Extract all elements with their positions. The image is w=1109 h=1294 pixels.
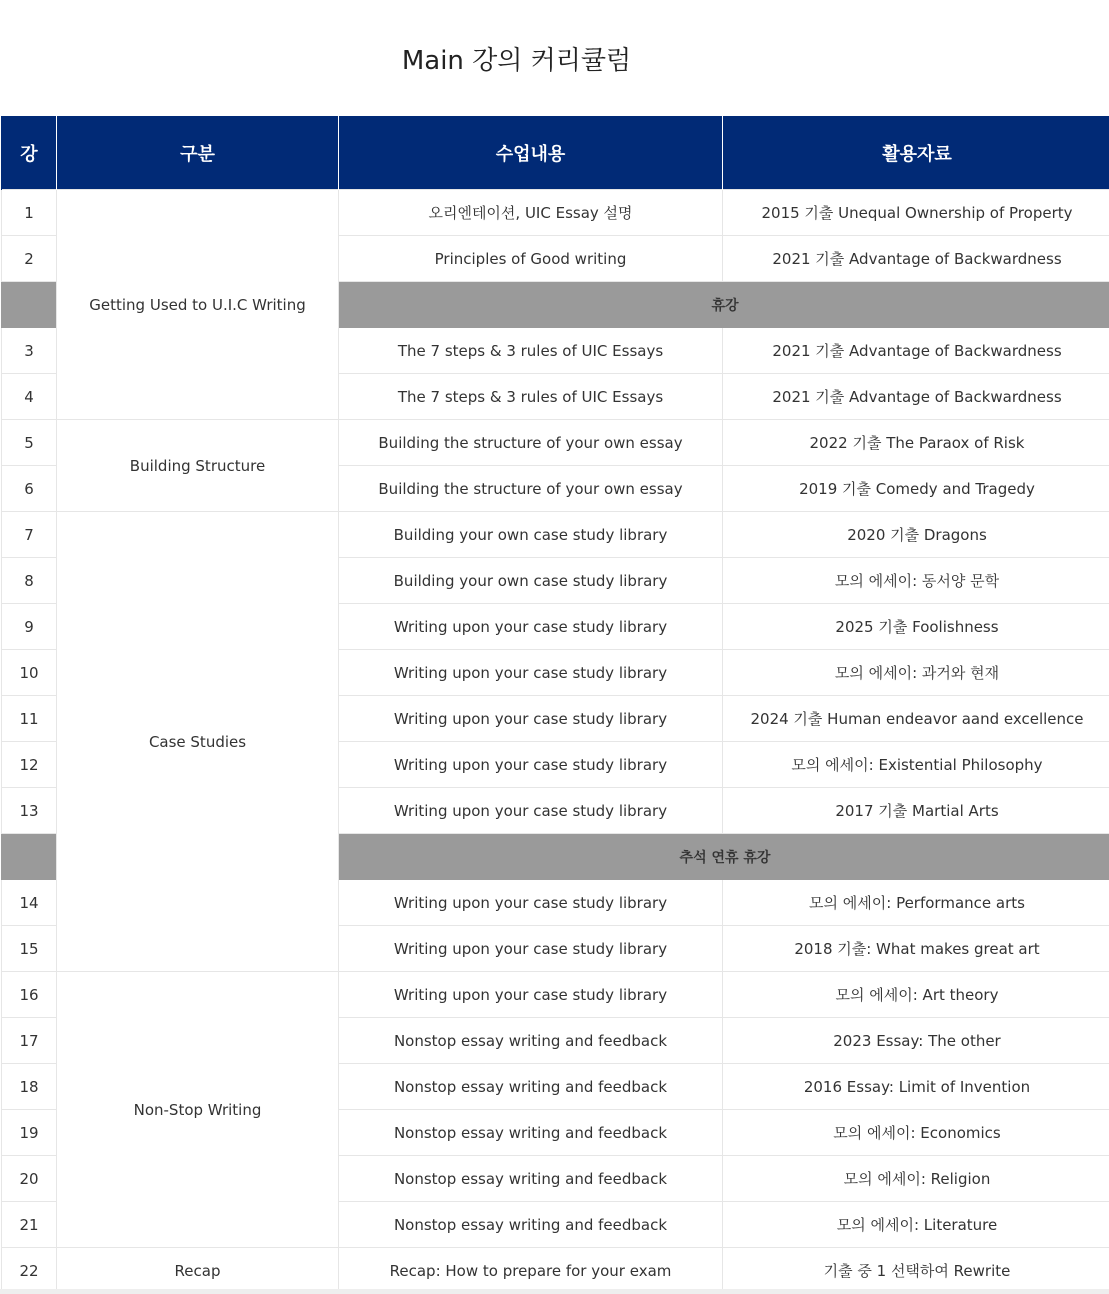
horizontal-scrollbar-track (0, 1289, 1109, 1294)
lecture-number: 15 (2, 926, 57, 972)
lesson-content: Writing upon your case study library (339, 972, 723, 1018)
lecture-number: 2 (2, 236, 57, 282)
lecture-number: 11 (2, 696, 57, 742)
lecture-number: 13 (2, 788, 57, 834)
lesson-material: 2021 기출 Advantage of Backwardness (723, 328, 1109, 374)
section-label: Non-Stop Writing (57, 972, 339, 1248)
lesson-content: Writing upon your case study library (339, 742, 723, 788)
lesson-content: Principles of Good writing (339, 236, 723, 282)
lesson-material: 2019 기출 Comedy and Tragedy (723, 466, 1109, 512)
lesson-content: Recap: How to prepare for your exam (339, 1248, 723, 1294)
table-row (2, 972, 1109, 1018)
lesson-content: Nonstop essay writing and feedback (339, 1156, 723, 1202)
lesson-material: 2021 기출 Advantage of Backwardness (723, 374, 1109, 420)
lesson-material: 2020 기출 Dragons (723, 512, 1109, 558)
lesson-material: 2016 Essay: Limit of Invention (723, 1064, 1109, 1110)
lesson-content: Writing upon your case study library (339, 880, 723, 926)
lesson-material: 모의 에세이: Literature (723, 1202, 1109, 1248)
section-label: Case Studies (57, 512, 339, 972)
lesson-content: Writing upon your case study library (339, 788, 723, 834)
break-label: 추석 연휴 휴강 (339, 834, 1109, 880)
lesson-content: The 7 steps & 3 rules of UIC Essays (339, 328, 723, 374)
lecture-number: 12 (2, 742, 57, 788)
lecture-number: 22 (2, 1248, 57, 1294)
lesson-material: 모의 에세이: Existential Philosophy (723, 742, 1109, 788)
lesson-material: 2024 기출 Human endeavor aand excellence (723, 696, 1109, 742)
table-row (2, 512, 1109, 558)
table-row (2, 190, 1109, 236)
lecture-number: 20 (2, 1156, 57, 1202)
lecture-number: 5 (2, 420, 57, 466)
lesson-content: Writing upon your case study library (339, 696, 723, 742)
lecture-number: 3 (2, 328, 57, 374)
lesson-material: 모의 에세이: 과거와 현재 (723, 650, 1109, 696)
header-section: 구분 (57, 116, 339, 190)
table-row (2, 420, 1109, 466)
lesson-content: Nonstop essay writing and feedback (339, 1064, 723, 1110)
table-row (2, 1248, 1109, 1294)
section-label: Building Structure (57, 420, 339, 512)
lesson-material: 모의 에세이: Religion (723, 1156, 1109, 1202)
lesson-material: 모의 에세이: Art theory (723, 972, 1109, 1018)
lecture-number: 7 (2, 512, 57, 558)
lesson-content: Nonstop essay writing and feedback (339, 1018, 723, 1064)
page-title: Main 강의 커리큘럼 (401, 46, 632, 76)
lesson-content: Building your own case study library (339, 558, 723, 604)
header-content: 수업내용 (339, 116, 723, 190)
lesson-content: 오리엔테이션, UIC Essay 설명 (339, 190, 723, 236)
lesson-material: 2018 기출: What makes great art (723, 926, 1109, 972)
lesson-content: Writing upon your case study library (339, 604, 723, 650)
lesson-material: 2022 기출 The Paraox of Risk (723, 420, 1109, 466)
section-label: Recap (57, 1248, 339, 1294)
lesson-content: Building the structure of your own essay (339, 420, 723, 466)
header-lecture: 강 (2, 116, 57, 190)
lesson-material: 2025 기출 Foolishness (723, 604, 1109, 650)
lesson-material: 모의 에세이: 동서양 문학 (723, 558, 1109, 604)
lesson-material: 2015 기출 Unequal Ownership of Property (723, 190, 1109, 236)
lesson-material: 2021 기출 Advantage of Backwardness (723, 236, 1109, 282)
lesson-content: Nonstop essay writing and feedback (339, 1202, 723, 1248)
lecture-number: 18 (2, 1064, 57, 1110)
lecture-number: 1 (2, 190, 57, 236)
lecture-number: 16 (2, 972, 57, 1018)
lecture-number: 10 (2, 650, 57, 696)
lesson-content: Writing upon your case study library (339, 926, 723, 972)
lecture-number: 6 (2, 466, 57, 512)
lesson-content: The 7 steps & 3 rules of UIC Essays (339, 374, 723, 420)
lesson-material: 2017 기출 Martial Arts (723, 788, 1109, 834)
section-label: Getting Used to U.I.C Writing (57, 190, 339, 420)
curriculum-table (1, 116, 1109, 1294)
lecture-number: 17 (2, 1018, 57, 1064)
lecture-number: 4 (2, 374, 57, 420)
table-header-row (2, 116, 1109, 190)
lesson-content: Writing upon your case study library (339, 650, 723, 696)
lecture-number: 14 (2, 880, 57, 926)
lesson-content: Building your own case study library (339, 512, 723, 558)
break-label: 휴강 (339, 282, 1109, 328)
lesson-material: 모의 에세이: Economics (723, 1110, 1109, 1156)
lesson-material: 기출 중 1 선택하여 Rewrite (723, 1248, 1109, 1294)
lecture-number: 9 (2, 604, 57, 650)
lecture-number: 21 (2, 1202, 57, 1248)
lesson-content: Building the structure of your own essay (339, 466, 723, 512)
header-material: 활용자료 (723, 116, 1109, 190)
break-number-cell (2, 834, 57, 880)
break-number-cell (2, 282, 57, 328)
lesson-material: 모의 에세이: Performance arts (723, 880, 1109, 926)
lesson-content: Nonstop essay writing and feedback (339, 1110, 723, 1156)
lesson-material: 2023 Essay: The other (723, 1018, 1109, 1064)
lecture-number: 19 (2, 1110, 57, 1156)
lecture-number: 8 (2, 558, 57, 604)
